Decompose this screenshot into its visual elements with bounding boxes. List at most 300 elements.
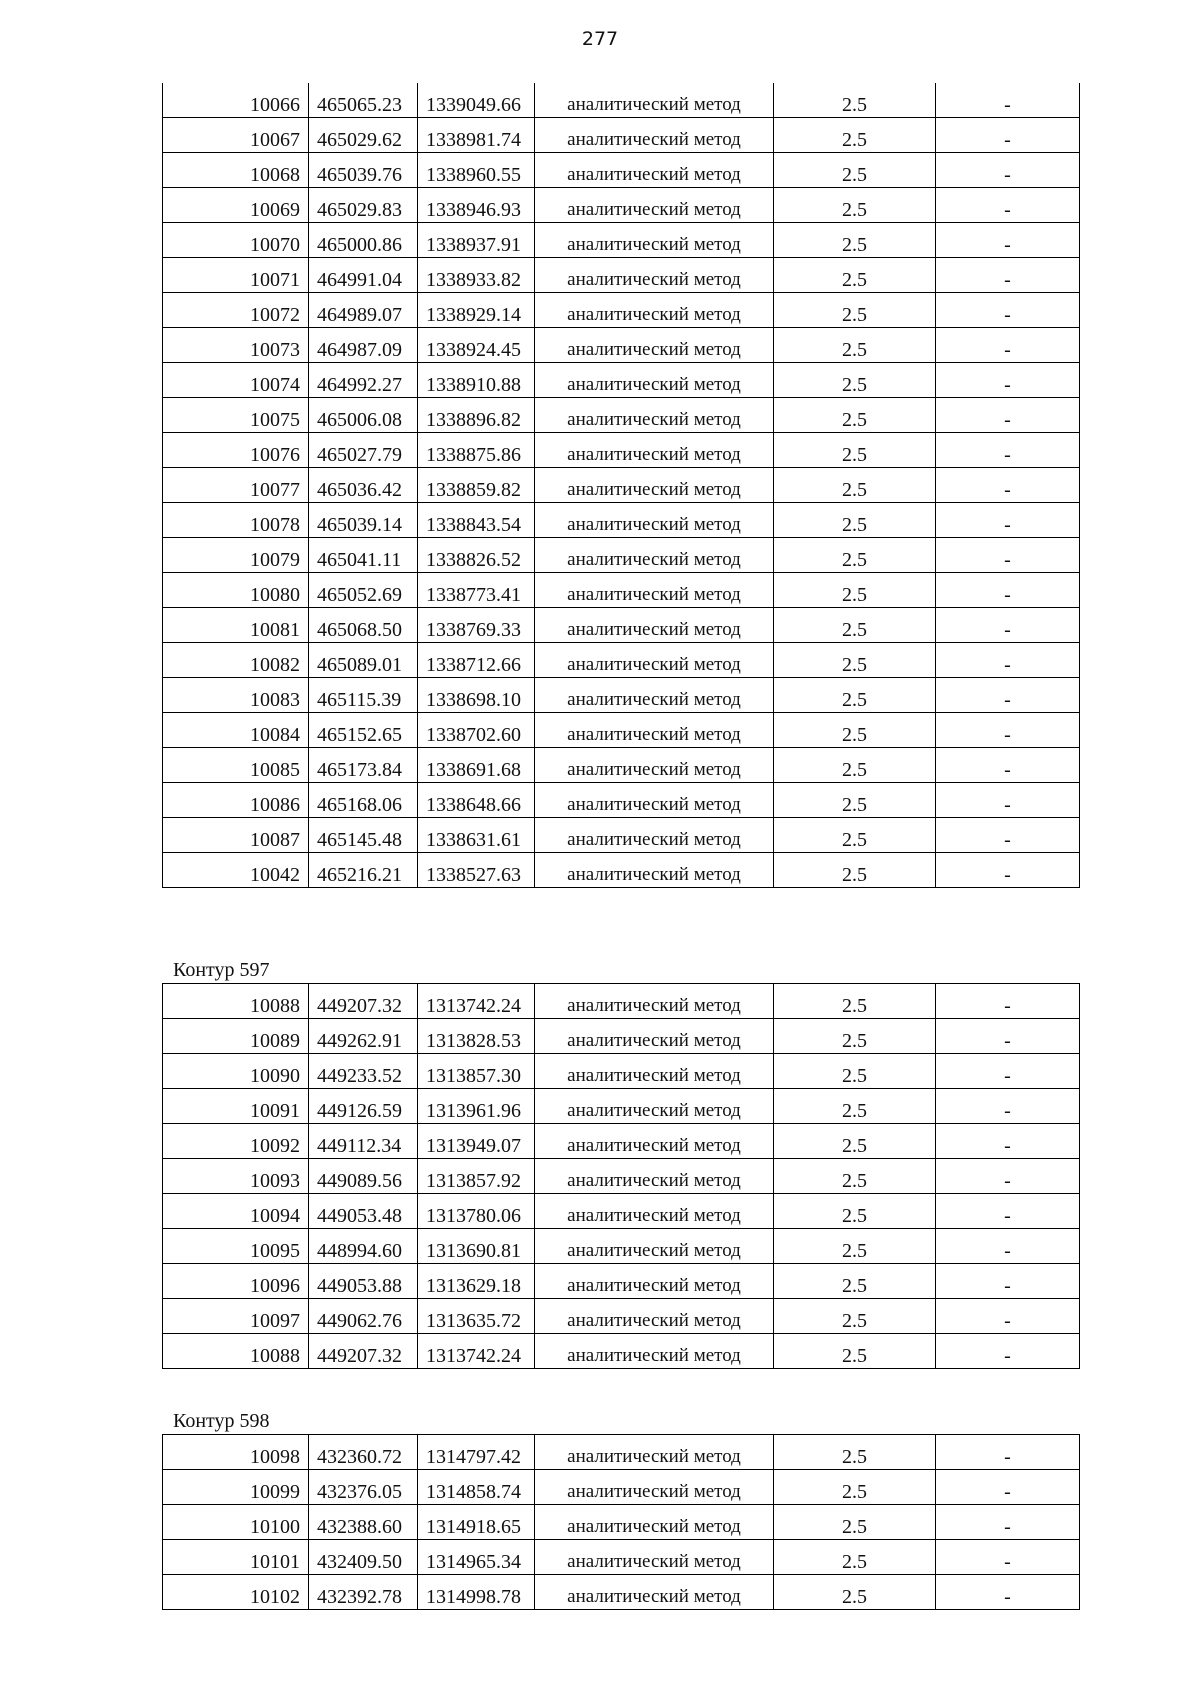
method-cell <box>535 608 774 643</box>
table-row <box>163 538 1080 573</box>
accuracy-cell-text: 2.5 <box>842 269 867 291</box>
accuracy-cell-text: 2.5 <box>842 514 867 536</box>
coord-x <box>309 83 418 118</box>
method-cell-text: аналитический метод <box>567 514 741 535</box>
accuracy-cell-text: 2.5 <box>842 1170 867 1192</box>
method-cell <box>535 643 774 678</box>
coord-x-text: 465145.48 <box>317 829 402 851</box>
dash-cell <box>936 153 1080 188</box>
accuracy-cell-text: 2.5 <box>842 1030 867 1052</box>
method-cell-text: аналитический метод <box>567 864 741 885</box>
table-row <box>163 1229 1080 1264</box>
accuracy-cell-text: 2.5 <box>842 234 867 256</box>
coord-x <box>309 503 418 538</box>
accuracy-cell <box>774 1229 936 1264</box>
method-cell-text: аналитический метод <box>567 479 741 500</box>
coord-x-text: 432376.05 <box>317 1481 402 1503</box>
coord-x <box>309 853 418 888</box>
method-cell <box>535 1505 774 1540</box>
coord-y-text: 1338648.66 <box>426 794 521 816</box>
point-number <box>163 503 309 538</box>
coord-y-text: 1339049.66 <box>426 94 521 116</box>
accuracy-cell <box>774 258 936 293</box>
coord-x <box>309 118 418 153</box>
coord-y-text: 1338946.93 <box>426 199 521 221</box>
coord-x-text: 464989.07 <box>317 304 402 326</box>
dash-cell <box>936 1124 1080 1159</box>
dash-cell-text: - <box>1004 1345 1011 1367</box>
accuracy-cell-text: 2.5 <box>842 374 867 396</box>
table-row <box>163 223 1080 258</box>
coord-y <box>418 1124 535 1159</box>
point-number <box>163 153 309 188</box>
point-number-text: 10071 <box>250 269 300 291</box>
accuracy-cell-text: 2.5 <box>842 794 867 816</box>
coord-y <box>418 1194 535 1229</box>
dash-cell <box>936 328 1080 363</box>
point-number <box>163 1019 309 1054</box>
accuracy-cell <box>774 538 936 573</box>
table-row <box>163 328 1080 363</box>
table-row <box>163 293 1080 328</box>
method-cell-text: аналитический метод <box>567 339 741 360</box>
coord-y-text: 1313949.07 <box>426 1135 521 1157</box>
table-row <box>163 188 1080 223</box>
method-cell-text: аналитический метод <box>567 794 741 815</box>
point-number-text: 10072 <box>250 304 300 326</box>
method-cell <box>535 818 774 853</box>
coord-y-text: 1314918.65 <box>426 1516 521 1538</box>
coord-x-text: 464987.09 <box>317 339 402 361</box>
method-cell-text: аналитический метод <box>567 1551 741 1572</box>
dash-cell <box>936 818 1080 853</box>
coord-x-text: 449089.56 <box>317 1170 402 1192</box>
dash-cell <box>936 853 1080 888</box>
coord-y <box>418 538 535 573</box>
coord-y-text: 1338843.54 <box>426 514 521 536</box>
table-row <box>163 853 1080 888</box>
point-number <box>163 1540 309 1575</box>
method-cell-text: аналитический метод <box>567 829 741 850</box>
point-number-text: 10042 <box>250 864 300 886</box>
point-number <box>163 363 309 398</box>
coord-x <box>309 1054 418 1089</box>
coord-x-text: 449233.52 <box>317 1065 402 1087</box>
dash-cell <box>936 573 1080 608</box>
coord-x <box>309 188 418 223</box>
point-number-text: 10096 <box>250 1275 300 1297</box>
point-number-text: 10088 <box>250 1345 300 1367</box>
method-cell <box>535 1334 774 1369</box>
point-number-text: 10068 <box>250 164 300 186</box>
point-number <box>163 853 309 888</box>
point-number-text: 10085 <box>250 759 300 781</box>
coord-y-text: 1338631.61 <box>426 829 521 851</box>
point-number <box>163 118 309 153</box>
point-number <box>163 1159 309 1194</box>
coord-x <box>309 398 418 433</box>
method-cell-text: аналитический метод <box>567 759 741 780</box>
point-number <box>163 678 309 713</box>
accuracy-cell-text: 2.5 <box>842 864 867 886</box>
coord-y <box>418 608 535 643</box>
point-number-text: 10075 <box>250 409 300 431</box>
accuracy-cell-text: 2.5 <box>842 584 867 606</box>
accuracy-cell <box>774 748 936 783</box>
coord-y <box>418 468 535 503</box>
coord-y-text: 1338826.52 <box>426 549 521 571</box>
accuracy-cell <box>774 503 936 538</box>
dash-cell <box>936 1089 1080 1124</box>
dash-cell <box>936 468 1080 503</box>
coord-x-text: 465000.86 <box>317 234 402 256</box>
point-number <box>163 1299 309 1334</box>
method-cell <box>535 1229 774 1264</box>
coord-x-text: 465041.11 <box>317 549 402 571</box>
method-cell <box>535 1194 774 1229</box>
accuracy-cell <box>774 188 936 223</box>
dash-cell <box>936 1470 1080 1505</box>
dash-cell-text: - <box>1004 339 1011 361</box>
method-cell-text: аналитический метод <box>567 995 741 1016</box>
point-number-text: 10080 <box>250 584 300 606</box>
dash-cell-text: - <box>1004 619 1011 641</box>
point-number <box>163 1435 309 1470</box>
dash-cell-text: - <box>1004 829 1011 851</box>
coord-y <box>418 984 535 1019</box>
coord-x-text: 465036.42 <box>317 479 402 501</box>
dash-cell-text: - <box>1004 514 1011 536</box>
point-number-text: 10086 <box>250 794 300 816</box>
method-cell <box>535 1159 774 1194</box>
dash-cell-text: - <box>1004 479 1011 501</box>
coord-x <box>309 1019 418 1054</box>
table-row <box>163 1194 1080 1229</box>
point-number <box>163 538 309 573</box>
coord-x <box>309 608 418 643</box>
accuracy-cell <box>774 1470 936 1505</box>
accuracy-cell <box>774 573 936 608</box>
point-number <box>163 1089 309 1124</box>
dash-cell-text: - <box>1004 1065 1011 1087</box>
method-cell-text: аналитический метод <box>567 164 741 185</box>
point-number <box>163 783 309 818</box>
method-cell-text: аналитический метод <box>567 269 741 290</box>
accuracy-cell-text: 2.5 <box>842 1100 867 1122</box>
dash-cell <box>936 363 1080 398</box>
accuracy-cell <box>774 678 936 713</box>
table-row <box>163 398 1080 433</box>
dash-cell-text: - <box>1004 794 1011 816</box>
dash-cell-text: - <box>1004 374 1011 396</box>
coord-x-text: 432409.50 <box>317 1551 402 1573</box>
dash-cell <box>936 223 1080 258</box>
accuracy-cell-text: 2.5 <box>842 654 867 676</box>
method-cell <box>535 188 774 223</box>
accuracy-cell-text: 2.5 <box>842 444 867 466</box>
accuracy-cell <box>774 643 936 678</box>
table-row <box>163 468 1080 503</box>
coord-x-text: 465029.62 <box>317 129 402 151</box>
dash-cell-text: - <box>1004 1551 1011 1573</box>
accuracy-cell-text: 2.5 <box>842 829 867 851</box>
point-number <box>163 573 309 608</box>
coord-x <box>309 984 418 1019</box>
coord-x <box>309 1229 418 1264</box>
dash-cell <box>936 678 1080 713</box>
dash-cell <box>936 984 1080 1019</box>
dash-cell <box>936 398 1080 433</box>
dash-cell-text: - <box>1004 304 1011 326</box>
accuracy-cell-text: 2.5 <box>842 1446 867 1468</box>
method-cell-text: аналитический метод <box>567 1205 741 1226</box>
coord-y <box>418 118 535 153</box>
coord-y <box>418 1159 535 1194</box>
method-cell-text: аналитический метод <box>567 1481 741 1502</box>
dash-cell <box>936 118 1080 153</box>
point-number-text: 10099 <box>250 1481 300 1503</box>
method-cell-text: аналитический метод <box>567 304 741 325</box>
method-cell <box>535 258 774 293</box>
method-cell-text: аналитический метод <box>567 374 741 395</box>
page-number: 277 <box>581 28 619 50</box>
point-number-text: 10084 <box>250 724 300 746</box>
accuracy-cell <box>774 293 936 328</box>
coord-y-text: 1313690.81 <box>426 1240 521 1262</box>
coord-x-text: 465027.79 <box>317 444 402 466</box>
coord-x-text: 465216.21 <box>317 864 402 886</box>
accuracy-cell <box>774 1159 936 1194</box>
coord-y <box>418 678 535 713</box>
dash-cell-text: - <box>1004 995 1011 1017</box>
coord-y-text: 1338859.82 <box>426 479 521 501</box>
coord-y <box>418 1435 535 1470</box>
method-cell-text: аналитический метод <box>567 234 741 255</box>
table-row <box>163 1089 1080 1124</box>
dash-cell-text: - <box>1004 1205 1011 1227</box>
table-row <box>163 783 1080 818</box>
method-cell-text: аналитический метод <box>567 444 741 465</box>
coord-x <box>309 643 418 678</box>
coord-x <box>309 223 418 258</box>
table-row <box>163 748 1080 783</box>
method-cell-text: аналитический метод <box>567 199 741 220</box>
dash-cell-text: - <box>1004 1446 1011 1468</box>
method-cell-text: аналитический метод <box>567 724 741 745</box>
dash-cell-text: - <box>1004 1310 1011 1332</box>
coord-x-text: 465039.76 <box>317 164 402 186</box>
method-cell <box>535 433 774 468</box>
point-number <box>163 713 309 748</box>
coord-y-text: 1314797.42 <box>426 1446 521 1468</box>
accuracy-cell-text: 2.5 <box>842 94 867 116</box>
dash-cell-text: - <box>1004 549 1011 571</box>
dash-cell <box>936 1019 1080 1054</box>
dash-cell <box>936 713 1080 748</box>
method-cell <box>535 153 774 188</box>
coord-x-text: 465039.14 <box>317 514 402 536</box>
dash-cell-text: - <box>1004 654 1011 676</box>
table-row <box>163 1159 1080 1194</box>
dash-cell <box>936 433 1080 468</box>
coord-y-text: 1338691.68 <box>426 759 521 781</box>
accuracy-cell <box>774 1299 936 1334</box>
accuracy-cell <box>774 1194 936 1229</box>
coord-x <box>309 573 418 608</box>
coord-x <box>309 1159 418 1194</box>
coord-x-text: 465152.65 <box>317 724 402 746</box>
accuracy-cell <box>774 433 936 468</box>
coord-y <box>418 1019 535 1054</box>
dash-cell <box>936 1159 1080 1194</box>
accuracy-cell-text: 2.5 <box>842 129 867 151</box>
accuracy-cell-text: 2.5 <box>842 1135 867 1157</box>
coord-x <box>309 1299 418 1334</box>
accuracy-cell-text: 2.5 <box>842 619 867 641</box>
point-number <box>163 1264 309 1299</box>
dash-cell <box>936 1435 1080 1470</box>
dash-cell-text: - <box>1004 1170 1011 1192</box>
coord-x <box>309 1505 418 1540</box>
method-cell <box>535 83 774 118</box>
coord-x-text: 465173.84 <box>317 759 402 781</box>
point-number-text: 10083 <box>250 689 300 711</box>
method-cell <box>535 1435 774 1470</box>
point-number-text: 10094 <box>250 1205 300 1227</box>
point-number <box>163 328 309 363</box>
method-cell-text: аналитический метод <box>567 1030 741 1051</box>
dash-cell <box>936 608 1080 643</box>
dash-cell <box>936 643 1080 678</box>
accuracy-cell-text: 2.5 <box>842 724 867 746</box>
dash-cell <box>936 1299 1080 1334</box>
method-cell <box>535 713 774 748</box>
coord-y-text: 1338981.74 <box>426 129 521 151</box>
dash-cell-text: - <box>1004 409 1011 431</box>
coord-x-text: 465168.06 <box>317 794 402 816</box>
coord-y-text: 1313742.24 <box>426 995 521 1017</box>
coord-x-text: 465115.39 <box>317 689 402 711</box>
point-number-text: 10089 <box>250 1030 300 1052</box>
coord-y-text: 1338698.10 <box>426 689 521 711</box>
table-row <box>163 573 1080 608</box>
coord-y-text: 1313742.24 <box>426 1345 521 1367</box>
coord-x <box>309 538 418 573</box>
dash-cell-text: - <box>1004 1240 1011 1262</box>
accuracy-cell <box>774 783 936 818</box>
point-number <box>163 223 309 258</box>
table-row <box>163 643 1080 678</box>
coord-y <box>418 328 535 363</box>
coord-y <box>418 1299 535 1334</box>
coord-y <box>418 503 535 538</box>
point-number-text: 10102 <box>250 1586 300 1608</box>
table-row <box>163 1540 1080 1575</box>
dash-cell-text: - <box>1004 724 1011 746</box>
coord-y-text: 1313629.18 <box>426 1275 521 1297</box>
method-cell-text: аналитический метод <box>567 1516 741 1537</box>
dash-cell-text: - <box>1004 1100 1011 1122</box>
coord-x <box>309 328 418 363</box>
point-number-text: 10095 <box>250 1240 300 1262</box>
dash-cell <box>936 1505 1080 1540</box>
coord-y <box>418 83 535 118</box>
point-number <box>163 1505 309 1540</box>
point-number <box>163 433 309 468</box>
table-row <box>163 1435 1080 1470</box>
dash-cell-text: - <box>1004 1516 1011 1538</box>
method-cell <box>535 573 774 608</box>
table-row <box>163 1299 1080 1334</box>
point-number <box>163 468 309 503</box>
coord-y-text: 1338896.82 <box>426 409 521 431</box>
coord-y-text: 1338910.88 <box>426 374 521 396</box>
method-cell <box>535 1540 774 1575</box>
method-cell-text: аналитический метод <box>567 584 741 605</box>
method-cell <box>535 293 774 328</box>
table-row <box>163 363 1080 398</box>
method-cell-text: аналитический метод <box>567 1345 741 1366</box>
table-row <box>163 608 1080 643</box>
method-cell <box>535 538 774 573</box>
method-cell-text: аналитический метод <box>567 1586 741 1607</box>
dash-cell-text: - <box>1004 129 1011 151</box>
table-row <box>163 713 1080 748</box>
method-cell-text: аналитический метод <box>567 1065 741 1086</box>
accuracy-cell <box>774 608 936 643</box>
table-row <box>163 1334 1080 1369</box>
dash-cell-text: - <box>1004 689 1011 711</box>
coord-y <box>418 1505 535 1540</box>
point-number-text: 10069 <box>250 199 300 221</box>
contour-598-label: Контур 598 <box>173 1410 270 1432</box>
coord-x-text: 449207.32 <box>317 995 402 1017</box>
dash-cell-text: - <box>1004 444 1011 466</box>
coord-x-text: 449262.91 <box>317 1030 402 1052</box>
dash-cell-text: - <box>1004 234 1011 256</box>
coord-x-text: 449062.76 <box>317 1310 402 1332</box>
coord-x-text: 449053.48 <box>317 1205 402 1227</box>
coord-y <box>418 293 535 328</box>
dash-cell-text: - <box>1004 94 1011 116</box>
point-number-text: 10093 <box>250 1170 300 1192</box>
dash-cell <box>936 748 1080 783</box>
table-row <box>163 1124 1080 1159</box>
coord-y <box>418 433 535 468</box>
coord-y-text: 1338924.45 <box>426 339 521 361</box>
method-cell-text: аналитический метод <box>567 689 741 710</box>
accuracy-cell <box>774 223 936 258</box>
point-number-text: 10074 <box>250 374 300 396</box>
coord-y <box>418 853 535 888</box>
coord-y-text: 1338527.63 <box>426 864 521 886</box>
accuracy-cell-text: 2.5 <box>842 199 867 221</box>
table-row <box>163 503 1080 538</box>
coord-y-text: 1314858.74 <box>426 1481 521 1503</box>
coord-y-text: 1313857.92 <box>426 1170 521 1192</box>
coord-y <box>418 1054 535 1089</box>
coord-x <box>309 363 418 398</box>
point-number-text: 10090 <box>250 1065 300 1087</box>
coord-x-text: 432360.72 <box>317 1446 402 1468</box>
dash-cell <box>936 1054 1080 1089</box>
accuracy-cell-text: 2.5 <box>842 549 867 571</box>
coord-y-text: 1314998.78 <box>426 1586 521 1608</box>
coord-y <box>418 713 535 748</box>
table-row <box>163 258 1080 293</box>
point-number <box>163 1054 309 1089</box>
dash-cell <box>936 1575 1080 1610</box>
